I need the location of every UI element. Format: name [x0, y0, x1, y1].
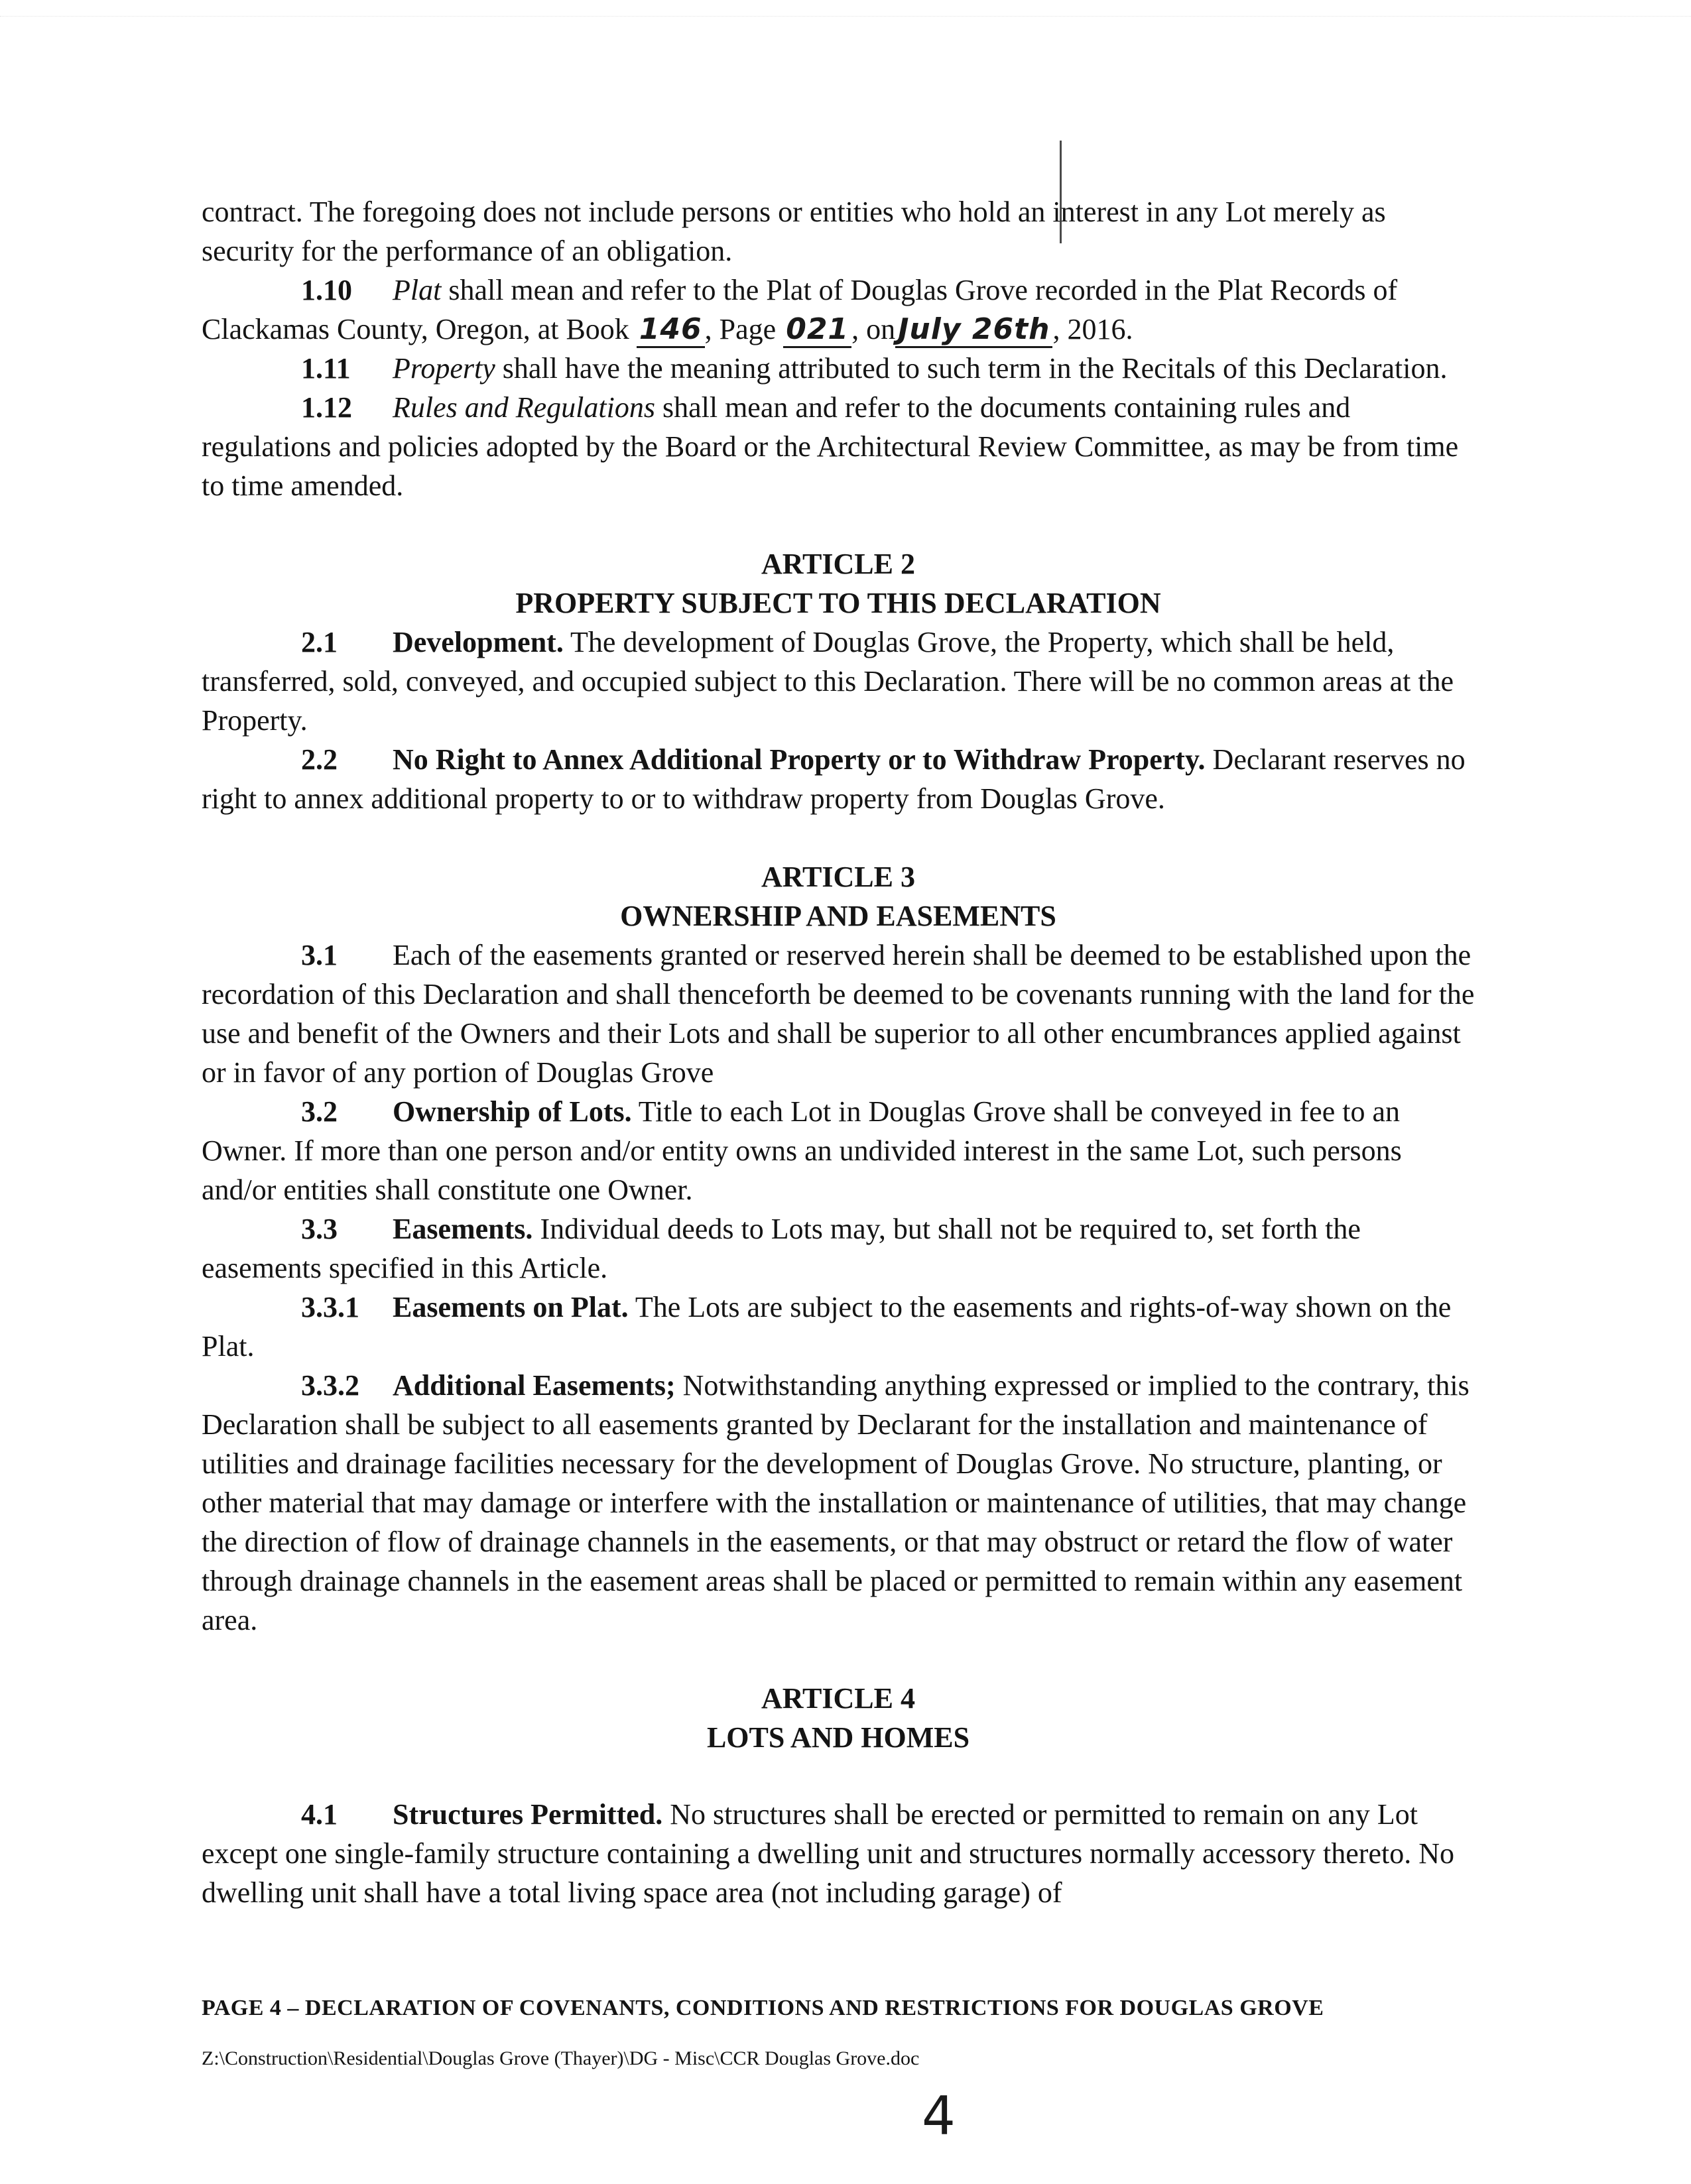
section-number: 2.1 — [301, 626, 338, 658]
section-title: No Right to Annex Additional Property or to Withdraw Property. — [393, 743, 1206, 776]
section-text: The development of Douglas Grove, the Property, which shall be held, transferred, sold, conveyed, and occupied subject to this Declaration. There will be no common areas at the Property. — [202, 626, 1454, 737]
section-number: 2.2 — [301, 743, 338, 776]
section-number: 4.1 — [301, 1798, 338, 1831]
section-1-11 — [202, 349, 1475, 388]
handwritten-page-number-mark: 4 — [922, 2085, 956, 2147]
section-4-1 — [202, 1795, 1475, 1912]
page-footer-file-path: Z:\Construction\Residential\Douglas Grove (Thayer)\DG - Misc\CCR Douglas Grove.doc — [202, 2047, 920, 2069]
section-text: , Page — [704, 313, 784, 345]
section-number: 3.2 — [301, 1095, 338, 1128]
paragraph-continuation: contract. The foregoing does not include persons or entities who hold an interest in any Lot merely as security for the performance of an obligation. — [202, 196, 1386, 267]
section-title: Easements. — [393, 1213, 533, 1245]
section-text: shall mean and refer to the Plat of Douglas Grove recorded in the Plat Records of Clackamas County, Oregon, at Book — [202, 274, 1398, 345]
section-3-2 — [202, 1092, 1475, 1209]
section-3-3-1 — [202, 1288, 1475, 1366]
article-4-heading: ARTICLE 4 — [761, 1682, 915, 1715]
section-title: Additional Easements; — [393, 1369, 676, 1402]
article-4-subheading: LOTS AND HOMES — [706, 1721, 970, 1754]
section-2-1 — [202, 623, 1475, 740]
section-text: Notwithstanding anything expressed or implied to the contrary, this Declaration shall be subject to all easements granted by Declarant for the installation and maintenance of utilities and drainage facilities necessary for the development of Douglas Grove. No structure, planting, or other material that may damage or interfere with the installation or maintenance of utilities, that may change the direction of flow of drainage channels in the easements, or that may obstruct or retard the flow of water through drainage channels in the easement areas shall be placed or permitted to remain within any easement area. — [202, 1369, 1470, 1636]
article-3-subheading: OWNERSHIP AND EASEMENTS — [620, 900, 1056, 932]
handwritten-book-number: 146 — [637, 312, 705, 348]
defined-term: Rules and Regulations — [393, 391, 655, 424]
document-body — [202, 192, 1475, 1912]
article-2-subheading: PROPERTY SUBJECT TO THIS DECLARATION — [515, 587, 1161, 619]
section-text: , 2016. — [1052, 313, 1133, 345]
article-3-heading: ARTICLE 3 — [761, 861, 915, 893]
section-number: 3.3 — [301, 1213, 338, 1245]
defined-term: Plat — [393, 274, 442, 306]
section-title: Ownership of Lots. — [393, 1095, 632, 1128]
section-title: Easements on Plat. — [393, 1291, 629, 1323]
section-1-12 — [202, 388, 1475, 505]
handwritten-page-number: 021 — [783, 312, 851, 348]
page-footer-title: PAGE 4 – DECLARATION OF COVENANTS, CONDITIONS AND RESTRICTIONS FOR DOUGLAS GROVE — [202, 1996, 1324, 2020]
section-3-3-2 — [202, 1366, 1475, 1640]
section-number: 3.3.1 — [301, 1291, 359, 1323]
section-number: 3.3.2 — [301, 1369, 359, 1402]
article-2-heading: ARTICLE 2 — [761, 548, 915, 580]
section-text: Declarant reserves no right to annex additional property to or to withdraw property from Douglas Grove. — [202, 743, 1466, 815]
section-number: 1.12 — [301, 391, 352, 424]
section-number: 1.10 — [301, 274, 352, 306]
section-text: Each of the easements granted or reserved herein shall be deemed to be established upon the recordation of this Declaration and shall thenceforth be deemed to be covenants running with the land for the use and benefit of the Owners and their Lots and shall be superior to all other encumbrances applied against or in favor of any portion of Douglas Grove — [202, 939, 1475, 1089]
section-text: shall mean and refer to the documents containing rules and regulations and policies adopted by the Board or the Architectural Review Committee, as may be from time to time amended. — [202, 391, 1459, 502]
defined-term: Property — [393, 352, 495, 385]
scan-top-edge — [0, 0, 1691, 17]
section-3-1 — [202, 936, 1475, 1092]
section-title: Structures Permitted. — [393, 1798, 663, 1831]
section-text: No structures shall be erected or permitted to remain on any Lot except one single-family structure containing a dwelling unit and structures normally accessory thereto. No dwelling unit shall have a total living space area (not including garage) of — [202, 1798, 1454, 1909]
section-number: 1.11 — [301, 352, 351, 385]
section-2-2 — [202, 740, 1475, 818]
section-text: Title to each Lot in Douglas Grove shall be conveyed in fee to an Owner. If more than one person and/or entity owns an undivided interest in the same Lot, such persons and/or entities shall constitute one Owner. — [202, 1095, 1402, 1206]
section-3-3 — [202, 1209, 1475, 1288]
section-title: Development. — [393, 626, 564, 658]
section-text: Individual deeds to Lots may, but shall not be required to, set forth the easements specified in this Article. — [202, 1213, 1361, 1284]
section-1-10 — [202, 271, 1475, 349]
section-text: shall have the meaning attributed to such term in the Recitals of this Declaration. — [495, 352, 1448, 385]
section-number: 3.1 — [301, 939, 338, 971]
section-text: , on — [851, 313, 896, 345]
section-text: The Lots are subject to the easements and rights-of-way shown on the Plat. — [202, 1291, 1452, 1363]
handwritten-date: July 26th — [895, 312, 1052, 348]
